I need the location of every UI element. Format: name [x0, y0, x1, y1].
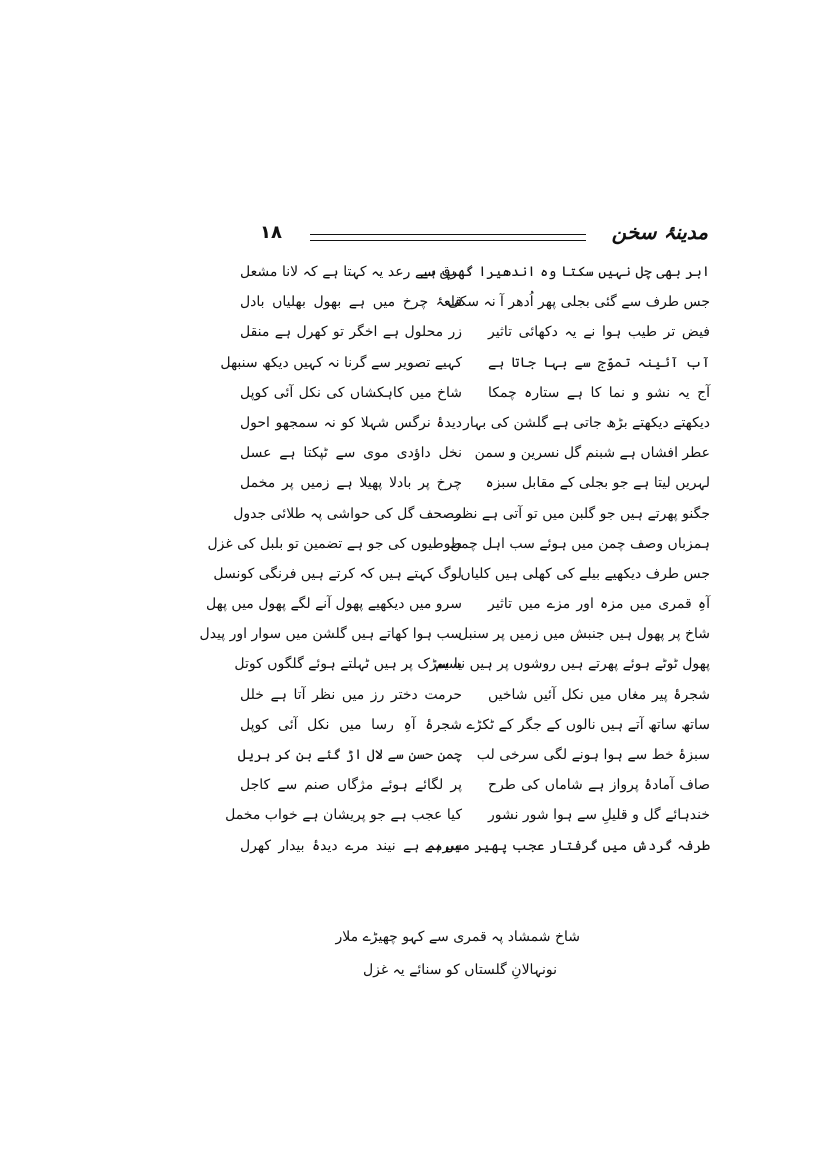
verse-first-line: جس طرف سے گئی بجلی پھر اُدھر آ نہ سکی [447, 294, 710, 311]
verse-row [240, 320, 710, 350]
verse-first-line: پھول ٹوٹے ہوئے پھرتے ہیں روشوں پر ہیں نسیم [435, 656, 710, 673]
page-header [246, 220, 710, 256]
verse-first-line: جس طرف دیکھیے بیلے کی کھلی ہیں کلیاں [460, 565, 710, 582]
verse-second-line: مصحف گل کی حواشی پہ طلائی جدول [233, 505, 462, 522]
verse-first-line: ساتھ ساتھ آتے ہیں نالوں کے جگر کے ٹکڑے [466, 716, 710, 733]
verse-second-line: کیا عجب ہے جو پریشان ہے خواب مخمل [225, 807, 462, 824]
verse-second-line: چمن حسن سے لال اڑ گئے بن کر ہریل [237, 747, 462, 763]
verse-second-line: قلعۂ چرخ میں ہے بھول بھلیاں بادل [240, 294, 462, 311]
verse-row [225, 803, 710, 833]
verse-row [220, 351, 710, 381]
verse-row [233, 502, 710, 532]
verse-first-line: جگنو پھرتے ہیں جو گلبن میں تو آتی ہے نظر [454, 505, 710, 522]
verse-first-line: عطر افشاں ہے شبنم گل نسرین و سمن [474, 445, 710, 462]
verse-first-line: آہِ قمری میں مزہ اور مزے میں تاثیر [488, 596, 710, 613]
verse-first-line: آج یہ نشو و نما کا ہے ستارہ چمکا [488, 384, 710, 401]
verse-second-line: پر لگائے ہوئے مژگاں صنم سے کاجل [240, 777, 462, 794]
verse-row [240, 773, 710, 803]
verse-first-line: خندہائے گل و قلیلِ سے ہوا شور نشور [488, 807, 710, 824]
verse-row [237, 743, 710, 773]
verse-first-line: ابر بھی چل نہیں سکتا وہ اندھیرا گھپ ہے [420, 264, 710, 280]
verse-second-line: شاخ میں کاہکشاں کی نکل آئی کوپل [240, 384, 462, 401]
verse-row [240, 290, 710, 320]
verse-row [207, 532, 710, 562]
verse-second-line: لوگ کہتے ہیں کہ کرتے ہیں فرنگی کونسل [213, 565, 462, 582]
verse-first-line: شجرۂ پیر مغاں میں نکل آئیں شاخیں [488, 686, 710, 703]
verse-row [240, 441, 710, 471]
verse-row [240, 471, 710, 501]
verse-row [199, 622, 710, 652]
verse-first-line: سبزۂ خط سے ہوا ہونے لگی سرخی لب [476, 747, 710, 763]
verse-second-line: زر محلول ہے اخگر تو کھرل ہے منقل [240, 324, 462, 341]
verse-second-line: سرو میں دیکھیے پھول آنے لگے پھول میں پھل [206, 596, 462, 613]
verse-first-line: دیکھتے دیکھتے بڑھ جاتی ہے گلشن کی بہار [463, 414, 710, 431]
verse-second-line: سرمہ ہے نیند مرے دیدۂ بیدار کھرل [240, 837, 462, 854]
verse-first-line: شاخ پر پھول ہیں جنبش میں زمیں پر سنبل [458, 626, 710, 643]
verse-second-line: برق سے رعد یہ کہتا ہے کہ لانا مشعل [240, 264, 462, 280]
verse-row [240, 381, 710, 411]
verse-first-line: فیض تر طیب ہوا نے یہ دکھائی تاثیر [488, 324, 710, 341]
verse-first-line: آب آئینہ تموّج سے بہا جاتا ہے [488, 354, 710, 371]
verse-second-line: حرمت دختر رز میں نظر آتا ہے خلل [240, 686, 462, 703]
verse-second-line: دیدۂ نرگس شہلا کو نہ سمجھو احول [240, 414, 462, 431]
verse-second-line: شجرۂ آہِ رسا میں نکل آئی کوپل [240, 716, 462, 733]
verse-row [206, 592, 710, 622]
verse-row [240, 713, 710, 743]
book-title: مدینۂ سخن [611, 220, 708, 244]
verse-row [240, 683, 710, 713]
verse-second-line: یا سڑک پر ہیں ٹہلتے ہوئے گلگوں کوتل [234, 656, 462, 673]
ghazal-verses [199, 260, 710, 864]
closing-couplet-first-line: شاخ شمشاد پہ قمری سے کہو چھیڑے ملار [335, 929, 580, 945]
verse-second-line: کہیے تصویر سے گرنا نہ کہیں دیکھ سنبھل [220, 354, 462, 371]
verse-first-line: لہریں لیتا ہے جو بجلی کے مقابل سبزہ [485, 475, 710, 492]
verse-row [213, 562, 710, 592]
verse-second-line: نخل داؤدی موی سے ٹپکتا ہے عسل [240, 445, 462, 462]
verse-second-line: سب ہوا کھاتے ہیں گلشن میں سوار اور پیدل [199, 626, 462, 643]
verse-first-line: طرفہ گردش میں گرفتار عجب پھیر میں ہے [424, 837, 710, 854]
page-number: ۱۸ [260, 222, 282, 243]
verse-second-line: چرخ پر بادلا پھیلا ہے زمیں پر مخمل [240, 475, 462, 492]
verse-row [240, 834, 710, 864]
verse-row [234, 652, 710, 682]
verse-first-line: صاف آمادۂ پرواز ہے شاماں کی طرح [488, 777, 710, 794]
verse-second-line: طوطیوں کی جو ہے تضمین تو بلبل کی غزل [207, 535, 462, 552]
verse-first-line: ہمزباں وصف چمن میں ہوئے سب اہل چمن [450, 535, 710, 552]
closing-couplet-second-line: نونہالانِ گلستاں کو سنائے یہ غزل [362, 962, 558, 978]
verse-row [240, 411, 710, 441]
verse-row [240, 260, 710, 290]
header-double-rule [310, 234, 586, 241]
